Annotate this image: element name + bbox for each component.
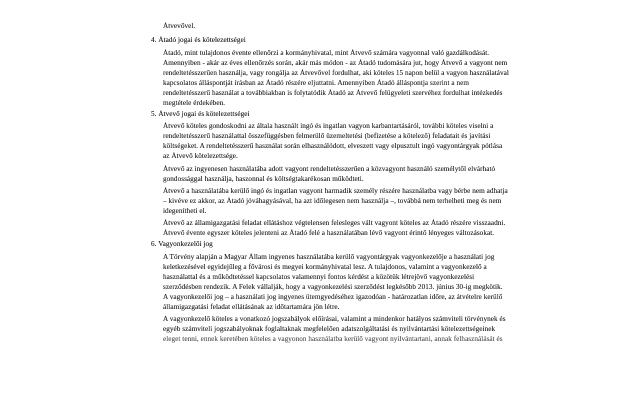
text-line-20: Átvevő évente egyszer köteles jelenteni az Átadó felé a használatában lévő vagyont érintő lényeges változásokat. [163,229,495,237]
section-heading-5: 5. Átvevő jogai és kötelezettségei [151,110,250,118]
text-line-27: államigazgatási feladat ellátásának az időtartamára jön létre. [163,303,340,311]
text-line-24: használattal és a működtetéssel kapcsolatos valamennyi fontos kérdést a közötük létrejövő vagyonkezelési [163,273,475,281]
text-line-15: gondossággal használja, haszonnal és költségtakarékosan működteti. [163,175,364,183]
text-line-30: eleget tenni, ennek keretében köteles a vagyonon használatba kerülő vagyont nyilvántartani, annak felhasználását és [163,335,503,343]
text-line-19: Átvevő az államigazgatási feladat ellátáshoz végtelensen felesleges vált vagyont köteles az Átadó részére visszaadni. [163,219,506,227]
text-line-10: Átvevő köteles gondoskodni az általa használt ingó és ingatlan vagyon karbantartásáról, további köteles viselni a [163,122,494,130]
text-line-01: Átvevővel. [163,22,196,30]
text-line-18: idegenítheti el. [163,207,207,215]
text-line-08: megtétele érdekében. [163,99,226,107]
text-line-13: az Átvevő kötelezettsége. [163,152,238,160]
text-line-06: kapcsolatos álláspontját írásban az Átadó részére eljuttatni. Amennyiben Átadó álláspontja szerint a nem [163,79,469,87]
text-line-11: rendeltetésszerű használattal összefüggésben felmerülő üzemeltetési (befizetése a kötelező) feladatait és javítási [163,132,491,140]
text-line-22: A Törvény alapján a Magyar Állam ingyenes használatába kerülő vagyontárgyak vagyonkezelője a használati jog [163,253,495,261]
text-line-16: Átvevő a használatába kerülő ingó és ingatlan vagyont harmadik személy részére használatba vagy bérbe nem adhatja [163,187,508,195]
text-line-25: szerződésben rendezik. A Felek vállalják, hogy a vagyonkezelési szerződést legkésőbb 2013. június 30-ig megkötik. [163,283,503,291]
text-line-17: – kivéve ez akkor, az Átadó jóváhagyásával, ha azt időlegesen nem használja –, továbbá nem terhelheti meg és nem [163,197,502,205]
text-line-03: Átadó, mint tulajdonos évente ellenőrzi a kormányhivatal, mint Átvevő számára vagyonnal való gazdálkodását. [163,49,490,57]
text-line-23: keletkezésével egyidejűleg a fővárosi és megyei kormányhivatal lesz. A tulajdonos, valamint a vagyonkezelő a [163,263,487,271]
text-line-07: rendeltetésszerű használat a továbbiakban is folytatódik Átadó az Átvevő felügyeleti szervéhez fordulhat intézkedés [163,89,503,97]
text-line-12: költségeket. A rendeltetésszerű használat során elhasználódott, elveszett vagy elpusztult ingó vagyontárgyak pótlása [163,142,503,150]
section-heading-6: 6. Vagyonkezelői jog [151,240,213,248]
text-line-04: Amennyiben - akár az éves ellenőrzés során, akár más módon - az Átadó tudomására jut, hogy Átvevő a vagyont nem [163,59,508,67]
text-line-14: Átvevő az ingyenesen használatába adott vagyont rendeltetésszerűen a közvagyont használó személytől elvárható [163,165,496,173]
text-line-26: A vagyonkezelői jog – a használati jog ingyenes ütemgyedéséhez igazodóan - határozatlan időre, az átvételre kerülő [163,293,503,301]
text-line-28: A vagyonkezelő köteles a vonatkozó jogszabályok előírásai, valamint a mindenkor hatályos számviteli törvénynek és [163,315,506,323]
section-heading-4: 4. Átadó jogai és kötelezettségei [151,36,246,44]
text-line-29: egyéb számviteli jogszabályoknak foglaltaknak megfelelően adatszolgáltatási és nyilvántartási kötelezettségeinek [163,325,496,333]
text-line-05: rendeltetésszerűen használja, vagy rongálja az Átvevővel fordulhat, aki köteles 15 napon belül a vagyon használatával [163,69,509,77]
